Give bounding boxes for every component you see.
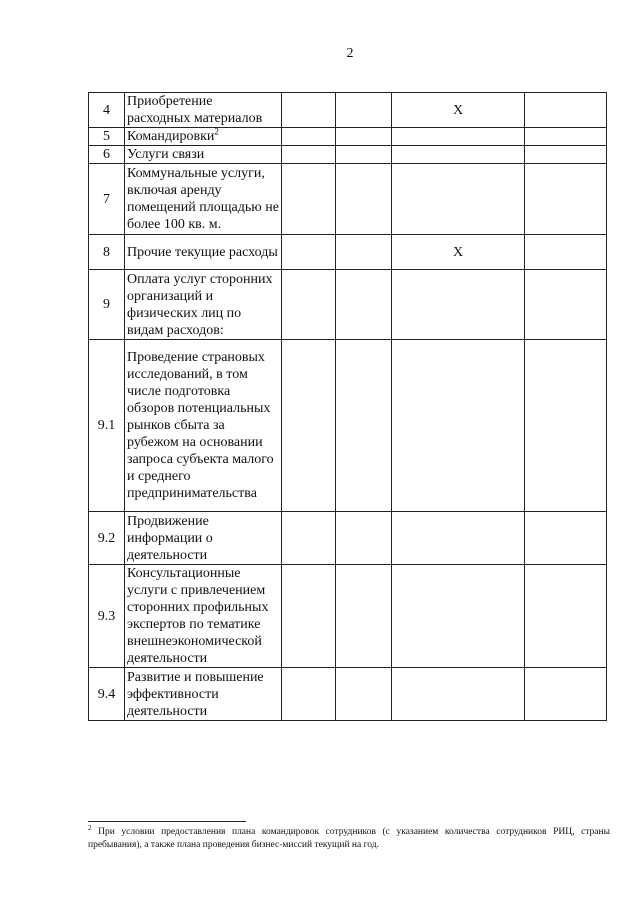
row-cell (282, 565, 336, 668)
footnote-reference: 2 (214, 126, 219, 137)
row-cell (282, 164, 336, 235)
table-row (89, 235, 607, 270)
footnote (88, 823, 610, 852)
row-name: Оплата услуг сторонних организаций и физических лиц по видам расходов: (125, 270, 282, 340)
page-number: 2 (346, 46, 354, 61)
row-cell (525, 128, 607, 146)
table-row (89, 270, 607, 340)
row-name (125, 128, 282, 146)
row-cell (392, 270, 525, 340)
row-cell (392, 146, 525, 164)
row-cell (336, 164, 392, 235)
row-name: Продвижение информации о деятельности (125, 512, 282, 565)
row-cell (282, 93, 336, 128)
row-cell (525, 668, 607, 721)
row-number: 9.1 (89, 340, 125, 512)
row-number: 8 (89, 235, 125, 270)
row-name-text: Командировки (127, 129, 215, 144)
row-cell (525, 340, 607, 512)
row-cell (392, 128, 525, 146)
row-name: Коммунальные услуги, включая аренду помещений площадью не более 100 кв. м. (125, 164, 282, 235)
row-number: 9.3 (89, 565, 125, 668)
row-cell (525, 146, 607, 164)
row-cell (282, 146, 336, 164)
row-number: 7 (89, 164, 125, 235)
row-cell (525, 93, 607, 128)
row-cell (336, 235, 392, 270)
row-cell (282, 235, 336, 270)
row-cell (282, 512, 336, 565)
row-cell (282, 128, 336, 146)
row-name: Приобретение расходных материалов (125, 93, 282, 128)
row-cell (392, 512, 525, 565)
table-row (89, 668, 607, 721)
row-number: 9.2 (89, 512, 125, 565)
table-row (89, 512, 607, 565)
table-row (89, 164, 607, 235)
row-cell (525, 270, 607, 340)
row-name: Проведение страновых исследований, в том числе подготовка обзоров потенциальных рынков сбыта за рубежом на основании запроса субъекта малого и среднего предпринимательства (125, 340, 282, 512)
row-name: Услуги связи (125, 146, 282, 164)
table-row (89, 340, 607, 512)
row-cell (525, 164, 607, 235)
row-cell (336, 146, 392, 164)
row-cell (282, 668, 336, 721)
row-cell (392, 164, 525, 235)
row-cell (282, 340, 336, 512)
row-cell (392, 668, 525, 721)
row-cell (525, 235, 607, 270)
expenses-table (88, 92, 607, 721)
row-cell (336, 270, 392, 340)
row-cell (336, 128, 392, 146)
row-cell (336, 93, 392, 128)
table-row (89, 128, 607, 146)
row-number: 5 (89, 128, 125, 146)
row-cell (336, 512, 392, 565)
row-cell-x-mark: X (392, 93, 525, 128)
table-row (89, 565, 607, 668)
footnote-marker: 2 (88, 823, 92, 832)
table-row (89, 146, 607, 164)
row-cell (336, 565, 392, 668)
row-cell (336, 340, 392, 512)
row-name: Развитие и повышение эффективности деятельности (125, 668, 282, 721)
row-cell-x-mark: X (392, 235, 525, 270)
row-cell (392, 340, 525, 512)
row-cell (525, 565, 607, 668)
row-cell (392, 565, 525, 668)
row-number: 9 (89, 270, 125, 340)
footnote-text: При условии предоставления плана командировок сотрудников (с указанием количества сотрудников РИЦ, страны пребывания), а также плана проведения бизнес-миссий текущий на год. (88, 827, 610, 850)
row-name: Прочие текущие расходы (125, 235, 282, 270)
row-number: 4 (89, 93, 125, 128)
footnote-divider (88, 821, 246, 822)
table-row (89, 93, 607, 128)
row-name: Консультационные услуги с привлечением сторонних профильных экспертов по тематике внешнеэкономической деятельности (125, 565, 282, 668)
row-cell (525, 512, 607, 565)
row-number: 6 (89, 146, 125, 164)
row-cell (336, 668, 392, 721)
row-cell (282, 270, 336, 340)
row-number: 9.4 (89, 668, 125, 721)
